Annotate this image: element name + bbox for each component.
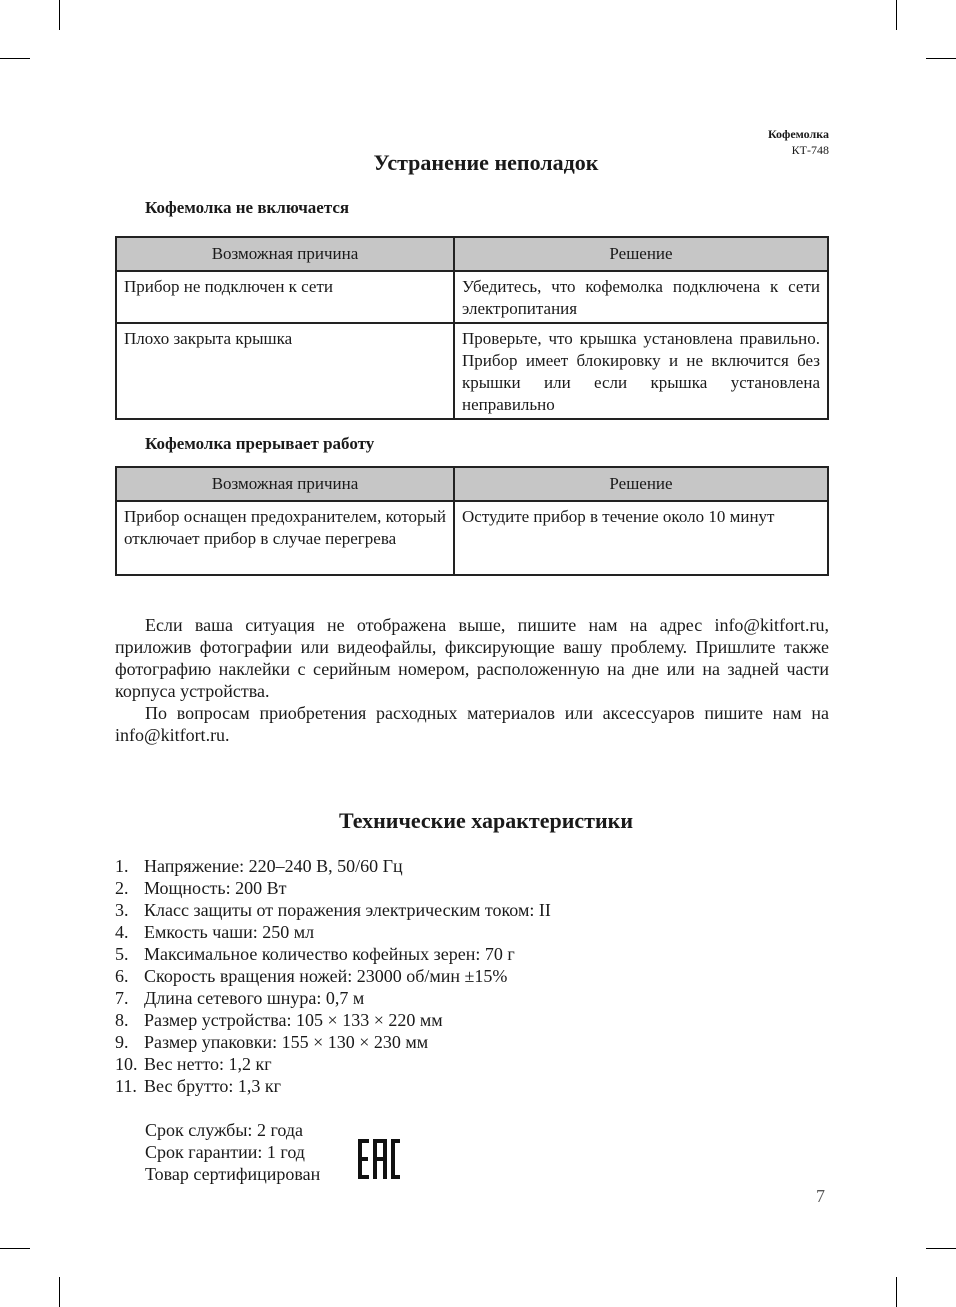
column-header-cause: Возможная причина bbox=[116, 467, 454, 501]
cause-cell: Прибор оснащен предохранителем, который отключает прибор в случае перегрева bbox=[116, 501, 454, 575]
table-header-row bbox=[116, 237, 828, 271]
contact-info bbox=[115, 614, 829, 746]
list-item: 4. Емкость чаши: 250 мл bbox=[115, 922, 315, 942]
warranty: Срок гарантии: 1 год bbox=[145, 1142, 305, 1162]
list-item: 7. Длина сетевого шнура: 0,7 м bbox=[115, 988, 365, 1008]
list-item: 10. Вес нетто: 1,2 кг bbox=[115, 1054, 272, 1074]
table-header-row bbox=[116, 467, 828, 501]
crop-mark bbox=[896, 0, 897, 30]
troubleshooting-title: Устранение неполадок bbox=[373, 150, 599, 175]
header-product: Кофемолка bbox=[767, 127, 829, 141]
eac-mark-icon bbox=[358, 1139, 400, 1179]
specs-title: Технические характеристики bbox=[338, 808, 634, 833]
list-item: 11. Вес брутто: 1,3 кг bbox=[115, 1076, 281, 1096]
header-model: КТ-748 bbox=[791, 143, 829, 157]
page-number: 7 bbox=[816, 1186, 825, 1206]
section-heading: Кофемолка не включается bbox=[145, 198, 350, 217]
crop-mark bbox=[926, 1248, 956, 1249]
cause-cell: Плохо закрыта крышка bbox=[116, 323, 454, 419]
crop-mark bbox=[896, 1277, 897, 1307]
crop-mark bbox=[926, 58, 956, 59]
list-item: 8. Размер устройства: 105 × 133 × 220 мм bbox=[115, 1010, 443, 1030]
certified: Товар сертифицирован bbox=[145, 1164, 321, 1184]
list-item: 2. Мощность: 200 Вт bbox=[115, 878, 287, 898]
column-header-solution: Решение bbox=[454, 237, 828, 271]
table-row bbox=[116, 501, 828, 575]
crop-mark bbox=[59, 0, 60, 30]
cause-cell: Прибор не подключен к сети bbox=[116, 271, 454, 323]
paragraph: По вопросам приобретения расходных материалов или аксессуаров пишите нам на info@kitfort.ru. bbox=[115, 703, 829, 745]
solution-cell: Остудите прибор в течение около 10 минут bbox=[454, 501, 828, 575]
specs-list bbox=[115, 855, 551, 1097]
crop-mark bbox=[0, 58, 30, 59]
solution-cell: Убедитесь, что кофемолка подключена к сети электропитания bbox=[454, 271, 828, 323]
troubleshooting-table bbox=[115, 236, 829, 420]
troubleshooting-table bbox=[115, 466, 829, 576]
list-item: 1. Напряжение: 220–240 В, 50/60 Гц bbox=[115, 856, 403, 876]
list-item: 3. Класс защиты от поражения электрическим током: II bbox=[115, 900, 551, 920]
list-item: 5. Максимальное количество кофейных зерен: 70 г bbox=[115, 944, 515, 964]
paragraph: Если ваша ситуация не отображена выше, пишите нам на адрес info@kitfort.ru, приложив фотографии или видеофайлы, фиксирующие вашу проблему. Пришлите также фотографию наклейки с серийным номером, расположенную на дне или на задней части корпуса устройства. bbox=[115, 615, 829, 701]
table-row bbox=[116, 271, 828, 323]
service-life: Срок службы: 2 года bbox=[145, 1120, 304, 1140]
solution-cell: Проверьте, что крышка установлена правильно. Прибор имеет блокировку и не включится без крышки или если крышка установлена неправильно bbox=[454, 323, 828, 419]
list-item: 6. Скорость вращения ножей: 23000 об/мин ±15% bbox=[115, 966, 508, 986]
section-heading: Кофемолка прерывает работу bbox=[145, 434, 375, 453]
list-item: 9. Размер упаковки: 155 × 130 × 230 мм bbox=[115, 1032, 429, 1052]
column-header-cause: Возможная причина bbox=[116, 237, 454, 271]
crop-mark bbox=[0, 1248, 30, 1249]
crop-mark bbox=[59, 1277, 60, 1307]
table-row bbox=[116, 323, 828, 419]
column-header-solution: Решение bbox=[454, 467, 828, 501]
service-info bbox=[145, 1119, 320, 1185]
